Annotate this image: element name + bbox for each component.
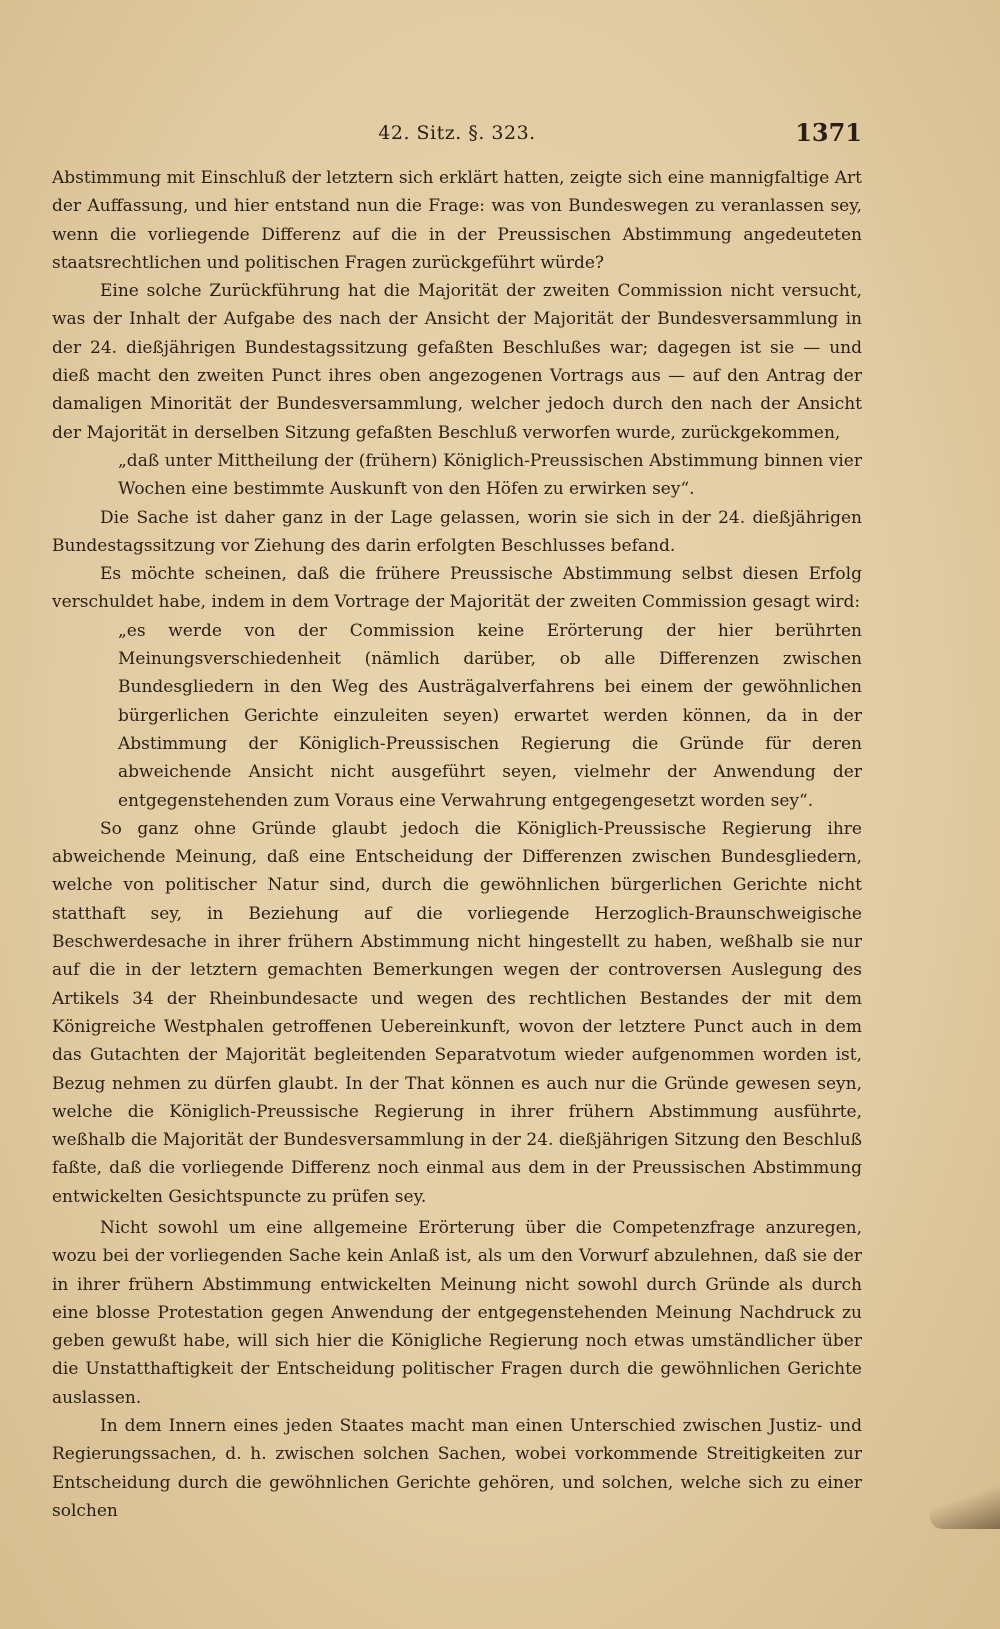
paragraph-1: Abstimmung mit Einschluß der letztern sich erklärt hatten, zeigte sich eine mannigfaltige Art der Auffassung, und hier entstand nun die Frage: was von Bundeswegen zu veranlassen sey, wenn die vorliegende Differenz auf die in der Preussischen Abstimmung angedeuteten staatsrechtlichen und politischen Fragen zurückgeführt würde? (52, 168, 862, 273)
running-title: 42. Sitz. §. 323. (378, 122, 536, 144)
paragraph-7: In dem Innern eines jeden Staates macht man einen Unterschied zwischen Justiz- und Regierungssachen, d. h. zwischen solchen Sachen, wobei vorkommende Streitigkeiten zur Entscheidung durch die gewöhnlichen Gerichte gehören, und solchen, welche sich zu einer solchen (52, 1416, 862, 1521)
quote-1: „daß unter Mittheilung der (frühern) Königlich-Preussischen Abstimmung binnen vier Wochen eine bestimmte Auskunft von den Höfen zu erwirken sey“. (118, 450, 862, 500)
paragraph-5: So ganz ohne Gründe glaubt jedoch die Königlich-Preussische Regierung ihre abweichende Meinung, daß eine Entscheidung der Differenzen zwischen Bundesgliedern, welche von politischer Natur sind, durch die gewöhnlichen bürgerlichen Gerichte nicht statthaft sey, in Beziehung auf die vorliegende Herzoglich-Braunschweigische Beschwerdesache in ihrer frühern Abstimmung nicht hingestellt zu haben, weßhalb sie nur auf die in der letztern gemachten Bemerkungen wegen der controversen Auslegung des Artikels 34 der Rheinbundesacte und wegen des rechtlichen Bestandes der mit dem Königreiche Westphalen getroffenen Uebereinkunft, wovon der letztere Punct auch in dem das Gutachten der Majorität begleitenden Separatvotum wieder aufgenommen worden ist, Bezug nehmen zu dürfen glaubt. In der That können es auch nur die Gründe gewesen seyn, welche die Königlich-Preussische Regierung in ihrer frühern Abstimmung ausführte, weßhalb die Majorität der Bundesversammlung in der 24. dießjährigen Sitzung den Beschluß faßte, daß die vorliegende Differenz noch einmal aus dem in der Preussischen Abstimmung entwickelten Gesichtspuncte zu prüfen sey. (52, 818, 862, 1207)
body-text (52, 164, 862, 1525)
paragraph-2: Eine solche Zurückführung hat die Majorität der zweiten Commission nicht versucht, was der Inhalt der Aufgabe des nach der Ansicht der Majorität der Bundesversammlung in der 24. dießjährigen Bundestagssitzung gefaßten Beschlußes war; dagegen ist sie — und dieß macht den zweiten Punct ihres oben angezogenen Vortrags aus — auf den Antrag der damaligen Minorität der Bundesversammlung, welcher jedoch durch den nach der Ansicht der Majorität in derselben Sitzung gefaßten Beschluß verworfen wurde, zurückgekommen, (52, 281, 862, 443)
paragraph-3: Die Sache ist daher ganz in der Lage gelassen, worin sie sich in der 24. dießjährigen Bundestagssitzung vor Ziehung des darin erfolgten Beschlusses befand. (52, 507, 862, 556)
quote-2: „es werde von der Commission keine Erörterung der hier berührten Meinungsverschiedenheit (nämlich darüber, ob alle Differenzen zwischen Bundesgliedern in den Weg des Austrägalverfahrens bei einem der gewöhnlichen bürgerlichen Gerichte einzuleiten seyen) erwartet werden können, da in der Abstimmung der Königlich-Preussischen Regierung die Gründe für deren abweichende Ansicht nicht ausgeführt seyen, vielmehr der Anwendung der entgegenstehenden zum Voraus eine Verwahrung entgegengesetzt worden sey“. (118, 620, 862, 811)
paragraph-4: Es möchte scheinen, daß die frühere Preussische Abstimmung selbst diesen Erfolg verschuldet habe, indem in dem Vortrage der Majorität der zweiten Commission gesagt wird: (52, 564, 862, 613)
page-fold-shadow (930, 1479, 1000, 1529)
page-number: 1371 (795, 118, 862, 147)
page-header (52, 118, 862, 150)
paragraph-6: Nicht sowohl um eine allgemeine Erörterung über die Competenzfrage anzuregen, wozu bei der vorliegenden Sache kein Anlaß ist, als um den Vorwurf abzulehnen, daß sie der in ihrer frühern Abstimmung entwickelten Meinung nicht sowohl durch Gründe als durch eine blosse Protestation gegen Anwendung der entgegenstehenden Meinung Nachdruck zu geben gewußt habe, will sich hier die Königliche Regierung noch etwas umständlicher über die Unstatthaftigkeit der Entscheidung politischer Fragen durch die gewöhnlichen Gerichte auslassen. (52, 1217, 862, 1408)
